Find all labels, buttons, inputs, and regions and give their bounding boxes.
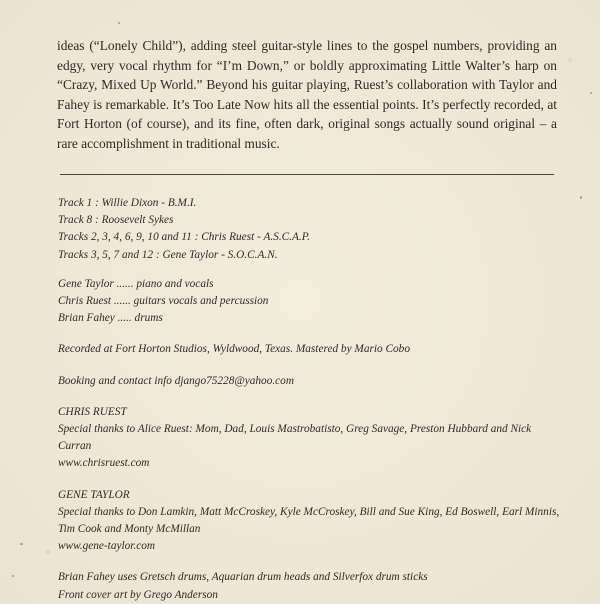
section-divider <box>60 174 554 175</box>
personnel-line: Brian Fahey ..... drums <box>58 312 163 325</box>
paper-speck <box>20 543 23 545</box>
chris-ruest-thanks: Special thanks to Alice Ruest: Mom, Dad, Louis Mastrobatisto, Greg Savage, Preston Hubbard and Nick Curran <box>58 423 532 453</box>
cover-art-credit: Front cover art by Grego Anderson <box>58 588 218 601</box>
publishing-line: Tracks 2, 3, 4, 6, 9, 10 and 11 : Chris Ruest - A.S.C.A.P. <box>58 231 310 244</box>
gene-taylor-thanks: Special thanks to Don Lamkin, Matt McCroskey, Kyle McCroskey, Bill and Sue King, Ed Boswell, Earl Minnis, Tim Cook and Monty McMillan <box>58 505 560 536</box>
paper-speck <box>118 22 120 24</box>
publishing-line: Track 1 : Willie Dixon - B.M.I. <box>58 197 197 209</box>
gene-taylor-website: www.gene-taylor.com <box>58 540 156 553</box>
paper-speck <box>580 196 582 199</box>
chris-ruest-name: CHRIS RUEST <box>58 405 127 418</box>
gene-taylor-name: GENE TAYLOR <box>58 488 130 501</box>
publishing-credits <box>58 195 568 264</box>
chris-ruest-credits <box>58 404 568 473</box>
intro-paragraph: ideas (“Lonely Child”), adding steel guitar-style lines to the gospel numbers, providing an edgy, very vocal rhythm for “I’m Down,” or boldly approximating Little Walter’s harp on “Crazy, Mixed Up World.” Beyond his guitar playing, Ruest’s collaboration with Taylor and Fahey is remarkable. It’s Too Late Now hits all the essential points. It’s perfectly recorded, at Fort Horton (of course), and its fine, often dark, original songs actually sound original – a rare accomplishment in traditional music. <box>57 38 557 151</box>
paper-speck <box>590 92 592 94</box>
credits-section <box>58 195 568 604</box>
drum-endorsement: Brian Fahey uses Gretsch drums, Aquarian drum heads and Silverfox drum sticks <box>58 571 428 584</box>
gene-taylor-credits <box>58 487 568 556</box>
personnel-line: Chris Ruest ...... guitars vocals and percussion <box>58 295 269 308</box>
publishing-line: Tracks 3, 5, 7 and 12 : Gene Taylor - S.O.C.A.N. <box>58 248 278 261</box>
publishing-line: Track 8 : Roosevelt Sykes <box>58 214 174 227</box>
paper-speck <box>12 575 14 577</box>
chris-ruest-website: www.chrisruest.com <box>58 457 150 470</box>
booking-info: Booking and contact info django75228@yahoo.com <box>58 374 294 387</box>
personnel-line: Gene Taylor ...... piano and vocals <box>58 277 214 290</box>
personnel-list <box>58 276 568 328</box>
recording-info: Recorded at Fort Horton Studios, Wyldwood, Texas. Mastered by Mario Cobo <box>58 343 410 356</box>
